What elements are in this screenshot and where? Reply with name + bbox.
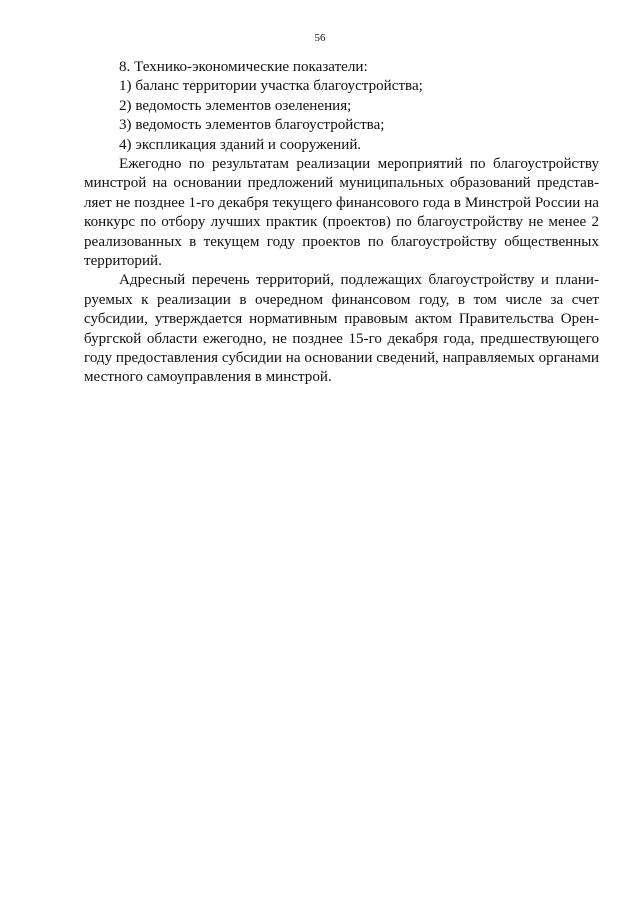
- paragraph-line: Адресный перечень территорий, подлежащих благоустройству и плани-: [119, 272, 599, 289]
- paragraph-line: конкурс по отбору лучших практик (проектов) по благоустройству не менее 2: [84, 214, 599, 231]
- paragraph-line: минстрой на основании предложений муниципальных образований представ-: [84, 175, 599, 192]
- paragraph-line: бургской области ежегодно, не позднее 15-го декабря года, предшествующего: [84, 330, 599, 347]
- list-item: 3) ведомость элементов благоустройства;: [119, 117, 385, 134]
- page-number: 56: [314, 32, 326, 44]
- list-item: 2) ведомость элементов озеленения;: [119, 97, 352, 114]
- section-heading: 8. Технико-экономические показатели:: [119, 59, 368, 75]
- paragraph-line: руемых к реализации в очередном финансовом году, в том числе за счет: [84, 291, 599, 308]
- paragraph-annual-best-practices: [84, 155, 599, 271]
- paragraph-line: реализованных в текущем году проектов по благоустройству общественных: [84, 233, 599, 250]
- list-item: 1) баланс территории участка благоустройства;: [119, 78, 423, 95]
- list-item: 4) экспликация зданий и сооружений.: [119, 136, 362, 153]
- paragraph-address-list: [84, 271, 599, 387]
- paragraph-line: Ежегодно по результатам реализации мероприятий по благоустройству: [119, 156, 599, 173]
- paragraph-line: субсидии, утверждается нормативным правовым актом Правительства Орен-: [84, 311, 599, 328]
- document-body: [84, 58, 599, 388]
- paragraph-line: году предоставления субсидии на основании сведений, направляемых органами: [84, 349, 599, 366]
- paragraph-line: территорий.: [84, 252, 162, 269]
- paragraph-line: ляет не позднее 1-го декабря текущего финансового года в Минстрой России на: [84, 194, 599, 211]
- paragraph-line: местного самоуправления в минстрой.: [84, 369, 332, 386]
